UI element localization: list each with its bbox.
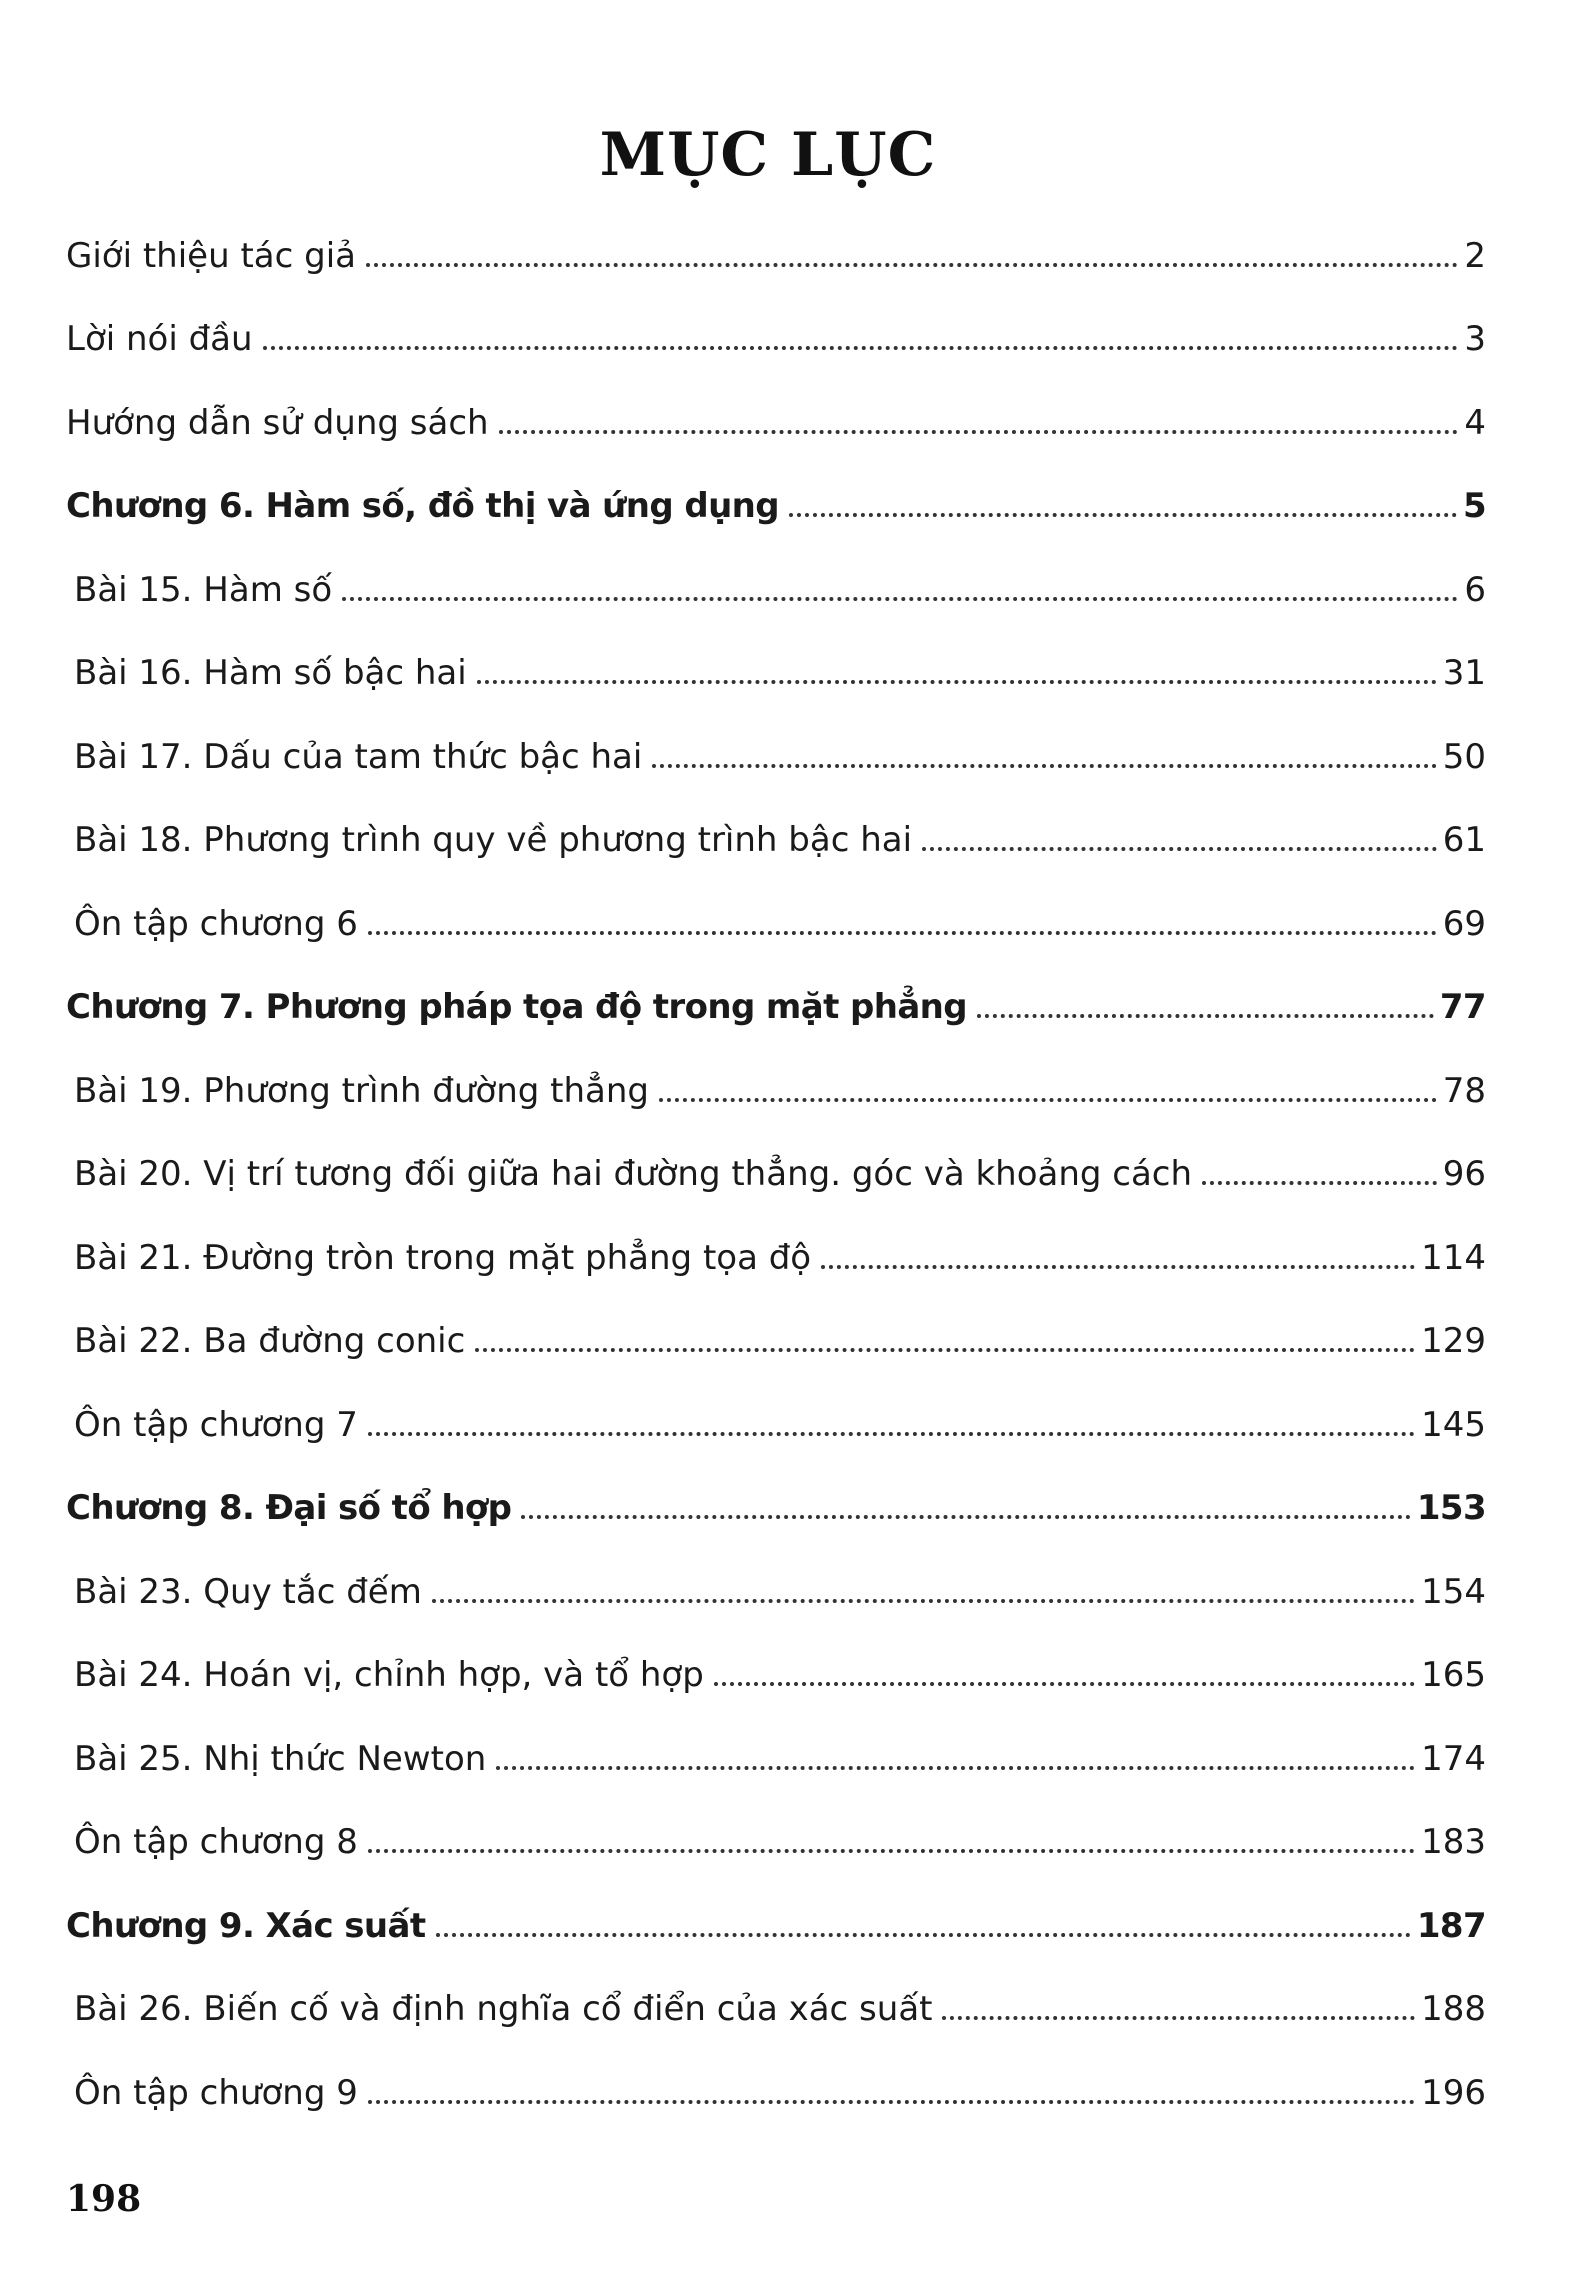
toc-entry-label: Lời nói đầu — [66, 319, 253, 359]
toc-entry — [66, 532, 1486, 616]
toc-entry — [66, 1367, 1486, 1451]
toc-leader-dots — [821, 1265, 1415, 1269]
page-title: MỤC LỤC — [599, 120, 937, 190]
toc-entry-page: 31 — [1442, 653, 1486, 693]
toc-entry-label: Bài 19. Phương trình đường thẳng — [74, 1070, 650, 1111]
toc-leader-dots — [789, 513, 1457, 517]
toc-entry-label: Bài 20. Vị trí tương đối giữa hai đường thẳng. góc và khoảng cách — [74, 1154, 1193, 1194]
toc-entry-label: Ôn tập chương 7 — [74, 1404, 358, 1445]
toc-leader-dots — [942, 2016, 1415, 2020]
toc-entry — [66, 2035, 1486, 2119]
page-number: 198 — [66, 2178, 142, 2220]
toc-entry — [66, 1534, 1486, 1618]
toc-entry-label: Bài 21. Đường tròn trong mặt phẳng tọa độ — [74, 1237, 812, 1278]
toc-leader-dots — [496, 1766, 1415, 1770]
toc-entry — [66, 616, 1486, 700]
toc-leader-dots — [436, 1933, 1411, 1937]
toc-entry — [66, 1200, 1486, 1284]
toc-entry-label: Chương 8. Đại số tổ hợp — [66, 1488, 512, 1528]
toc-entry-page: 174 — [1421, 1738, 1486, 1779]
toc-entry — [66, 1701, 1486, 1785]
toc-entry-page: 153 — [1416, 1488, 1486, 1528]
toc-entry-page: 4 — [1464, 402, 1486, 443]
toc-entry-page: 50 — [1442, 736, 1486, 777]
toc-entry — [66, 783, 1486, 867]
toc-entry-page: 187 — [1416, 1905, 1486, 1946]
toc-leader-dots — [499, 430, 1459, 434]
toc-entry-page: 61 — [1442, 820, 1486, 860]
toc-leader-dots — [922, 847, 1437, 851]
toc-entry-label: Bài 22. Ba đường conic — [74, 1321, 466, 1361]
toc-entry-page: 2 — [1464, 235, 1486, 276]
toc-entry-page: 5 — [1462, 486, 1486, 526]
toc-entry-label: Bài 26. Biến cố và định nghĩa cổ điển của xác suất — [74, 1989, 933, 2029]
toc-leader-dots — [521, 1515, 1410, 1519]
toc-leader-dots — [652, 764, 1436, 768]
toc-leader-dots — [368, 2100, 1415, 2104]
toc-entry-label: Chương 7. Phương pháp tọa độ trong mặt phẳng — [66, 987, 968, 1027]
toc-entry-page: 188 — [1421, 1989, 1486, 2029]
toc-leader-dots — [477, 680, 1437, 684]
toc-entry-label: Bài 15. Hàm số — [74, 569, 333, 610]
toc-entry — [66, 1785, 1486, 1869]
toc-entry — [66, 282, 1486, 366]
toc-entry-page: 69 — [1442, 903, 1486, 944]
toc-leader-dots — [475, 1348, 1415, 1352]
toc-entry — [66, 1618, 1486, 1702]
toc-entry-label: Giới thiệu tác giả — [66, 235, 356, 276]
toc-entry-label: Bài 23. Quy tắc đếm — [74, 1571, 422, 1612]
toc-entry-page: 196 — [1421, 2072, 1486, 2113]
toc-entry-page: 6 — [1464, 569, 1486, 610]
toc-leader-dots — [977, 1014, 1434, 1018]
toc-entry-label: Bài 17. Dấu của tam thức bậc hai — [74, 736, 643, 777]
toc-entry — [66, 699, 1486, 783]
toc-leader-dots — [366, 263, 1458, 267]
toc-leader-dots — [432, 1599, 1415, 1603]
toc-chapter-entry — [66, 449, 1486, 533]
toc-leader-dots — [263, 346, 1459, 350]
toc-entry-label: Bài 16. Hàm số bậc hai — [74, 653, 467, 693]
toc-entry-page: 96 — [1442, 1154, 1486, 1194]
toc-entry-label: Ôn tập chương 9 — [74, 2072, 358, 2113]
toc-leader-dots — [714, 1682, 1415, 1686]
toc-leader-dots — [342, 597, 1458, 601]
toc-entry — [66, 1117, 1486, 1201]
toc-chapter-entry — [66, 1868, 1486, 1952]
toc-entry-page: 77 — [1439, 987, 1486, 1027]
table-of-contents — [66, 198, 1486, 2119]
toc-entry-page: 3 — [1464, 319, 1486, 359]
toc-leader-dots — [368, 1432, 1415, 1436]
toc-entry-page: 183 — [1421, 1822, 1486, 1862]
toc-entry-label: Bài 25. Nhị thức Newton — [74, 1738, 487, 1779]
toc-chapter-entry — [66, 1451, 1486, 1535]
toc-entry — [66, 1284, 1486, 1368]
toc-entry-label: Ôn tập chương 8 — [74, 1822, 358, 1862]
toc-entry-label: Chương 9. Xác suất — [66, 1905, 426, 1946]
toc-entry-page: 114 — [1421, 1237, 1486, 1278]
toc-entry-page: 145 — [1421, 1404, 1486, 1445]
toc-entry — [66, 1952, 1486, 2036]
toc-entry-label: Bài 18. Phương trình quy về phương trình bậc hai — [74, 820, 913, 860]
toc-entry-label: Ôn tập chương 6 — [74, 903, 358, 944]
toc-leader-dots — [659, 1098, 1437, 1102]
toc-leader-dots — [368, 931, 1437, 935]
toc-entry-page: 154 — [1421, 1571, 1486, 1612]
toc-entry — [66, 866, 1486, 950]
toc-entry-label: Hướng dẫn sử dụng sách — [66, 402, 489, 443]
toc-entry — [66, 365, 1486, 449]
toc-entry-page: 165 — [1421, 1655, 1486, 1695]
toc-leader-dots — [1202, 1181, 1437, 1185]
toc-entry — [66, 198, 1486, 282]
toc-entry-page: 78 — [1442, 1070, 1486, 1111]
toc-entry-page: 129 — [1421, 1321, 1486, 1361]
toc-chapter-entry — [66, 950, 1486, 1034]
toc-entry-label: Bài 24. Hoán vị, chỉnh hợp, và tổ hợp — [74, 1655, 704, 1695]
toc-entry-label: Chương 6. Hàm số, đồ thị và ứng dụng — [66, 486, 780, 526]
toc-leader-dots — [368, 1849, 1415, 1853]
toc-entry — [66, 1033, 1486, 1117]
